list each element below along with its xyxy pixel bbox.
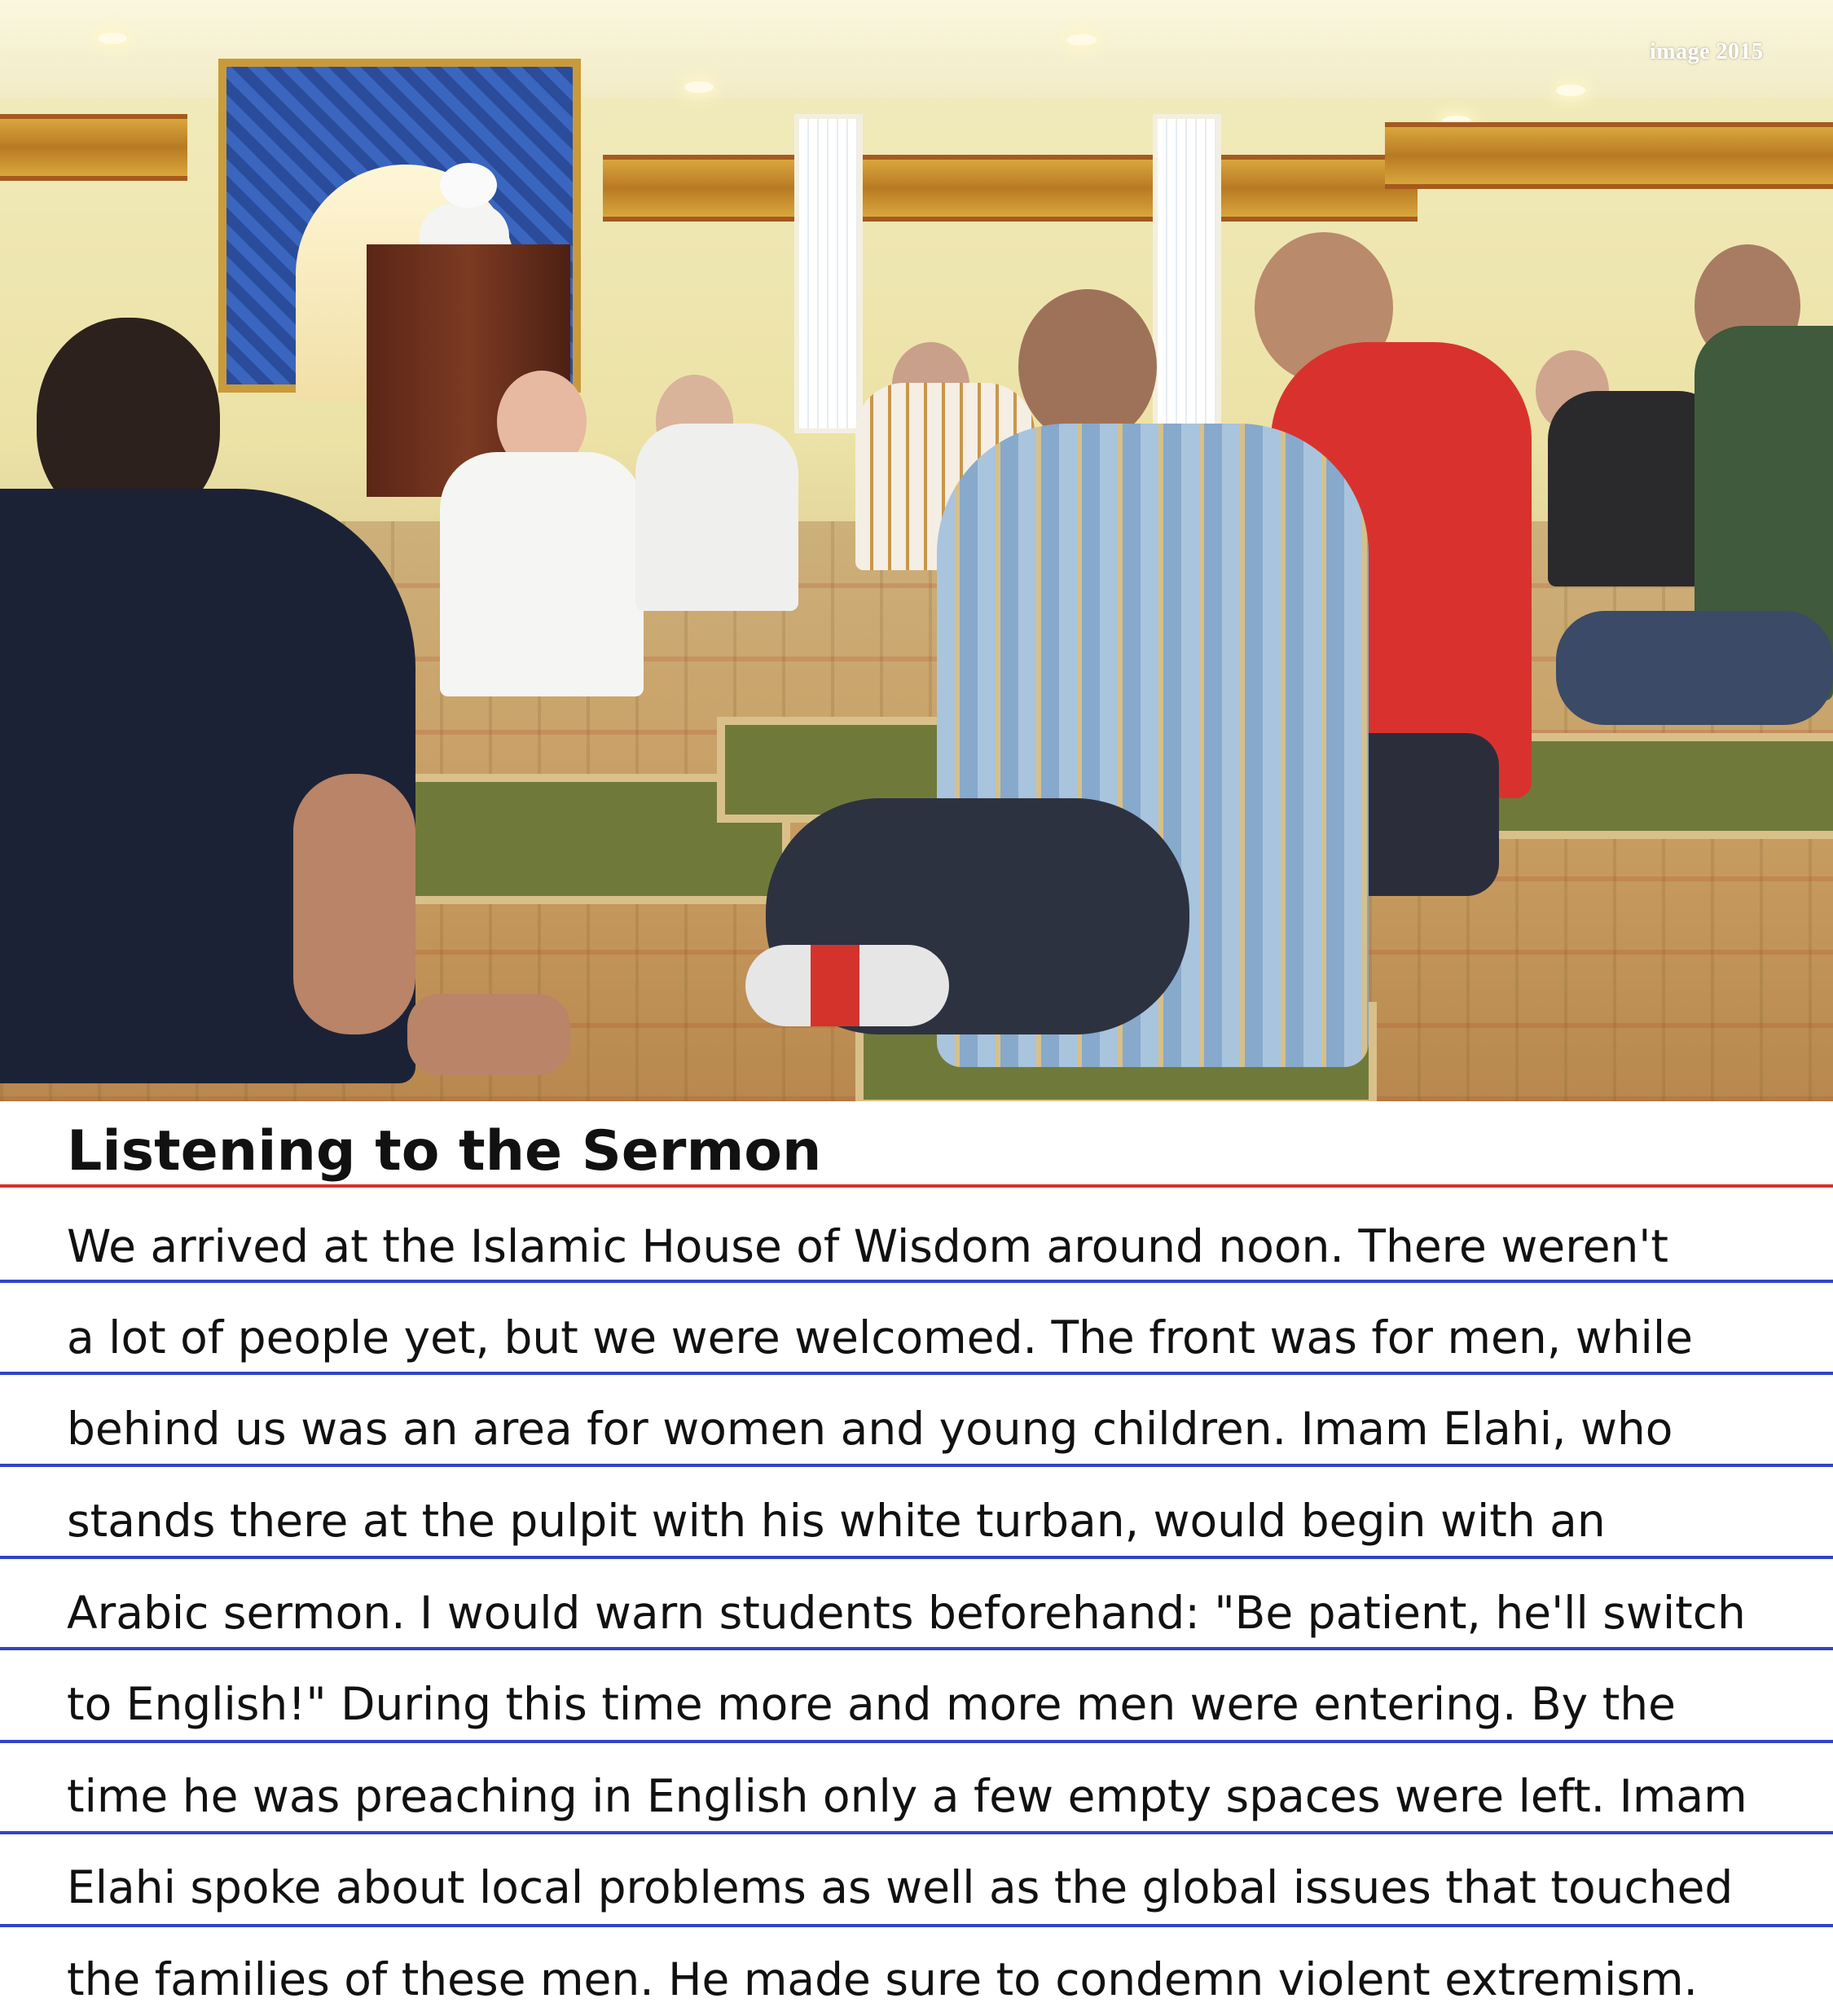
ruled-line <box>0 1556 1833 1559</box>
ruled-line <box>0 1924 1833 1927</box>
article-line-4: stands there at the pulpit with his white turban, would begin with an <box>67 1495 1606 1547</box>
window-right <box>1153 114 1221 433</box>
article-line-3: behind us was an area for women and young children. Imam Elahi, who <box>67 1403 1673 1455</box>
ceiling-light <box>98 33 127 44</box>
calligraphy-frieze-center <box>603 155 1418 222</box>
ruled-line <box>0 1464 1833 1467</box>
ceiling-light <box>684 81 714 93</box>
article-line-7: time he was preaching in English only a few empty spaces were left. Imam <box>67 1770 1747 1822</box>
article-line-8: Elahi spoke about local problems as well as the global issues that touched <box>67 1861 1734 1913</box>
article-line-6: to English!" During this time more and more men were entering. By the <box>67 1678 1676 1730</box>
article-line-9: the families of these men. He made sure to condemn violent extremism. <box>67 1953 1699 2005</box>
ruled-line <box>0 1280 1833 1283</box>
article-title: Listening to the Sermon <box>67 1119 822 1184</box>
ceiling-light <box>1067 34 1097 46</box>
prayer-mat <box>1483 733 1833 839</box>
article-line-1: We arrived at the Islamic House of Wisdom around noon. There weren't <box>67 1220 1668 1272</box>
calligraphy-frieze-right <box>1385 122 1833 189</box>
ceiling-light <box>1556 85 1585 96</box>
article-line-5: Arabic sermon. I would warn students beforehand: "Be patient, he'll switch <box>67 1587 1746 1639</box>
calligraphy-frieze-left <box>0 114 187 181</box>
window-left <box>794 114 863 433</box>
ruled-line <box>0 1647 1833 1650</box>
ruled-line <box>0 1831 1833 1834</box>
image-watermark: image 2015 <box>1650 39 1764 64</box>
ruled-line <box>0 1740 1833 1743</box>
ruled-line <box>0 1372 1833 1375</box>
title-underline <box>0 1184 1833 1188</box>
article-line-2: a lot of people yet, but we were welcomed. The front was for men, while <box>67 1311 1693 1364</box>
imam-turban <box>440 163 497 208</box>
